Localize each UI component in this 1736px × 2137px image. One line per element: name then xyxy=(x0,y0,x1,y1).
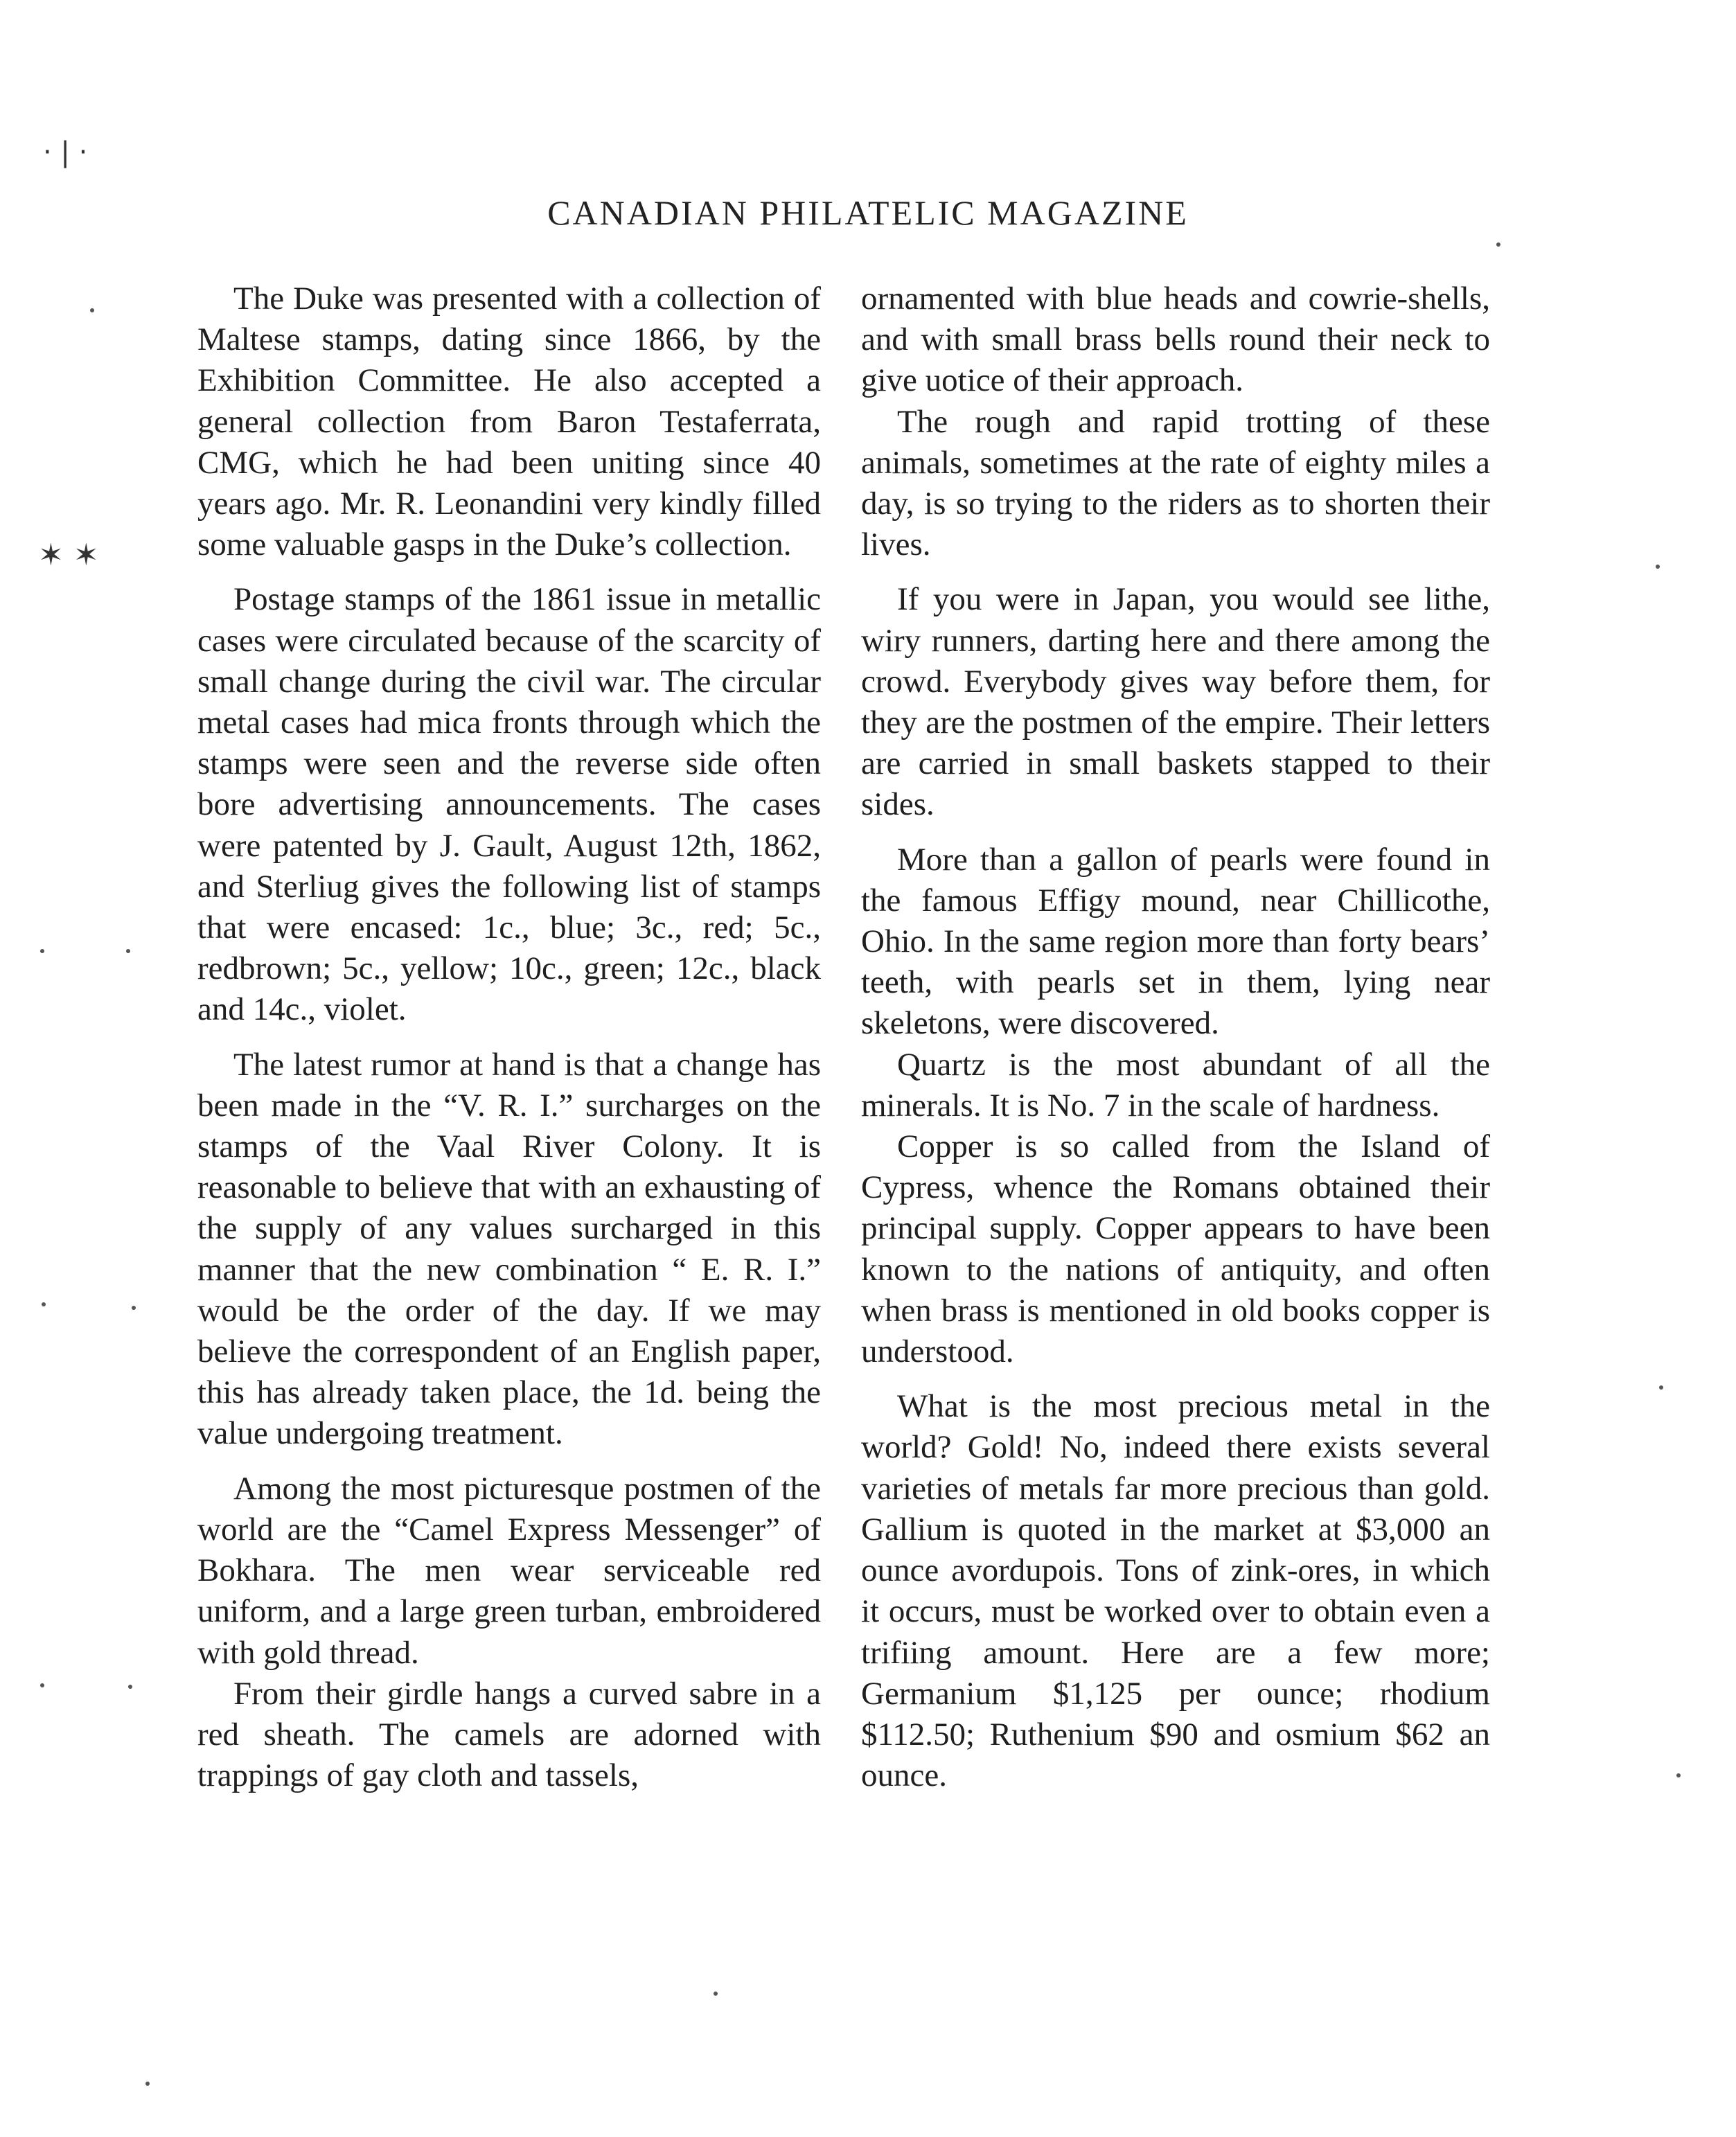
right-column xyxy=(861,278,1490,1796)
article-paragraph: What is the most precious metal in the world? Gold! No, indeed there exists several varieties of metals far more precious than gold. Gallium is quoted in the market at $3,000 an ounce avordupois. Tons of zink-ores, in which it occurs, must be worked over to obtain even a trifiing amount. Here are a few more; Germanium $1,125 per ounce; rhodium $112.50; Ruthenium $90 and osmium $62 an ounce. xyxy=(861,1388,1490,1794)
article-paragraph: Copper is so called from the Island of Cypress, whence the Romans obtained their principal supply. Copper appears to have been known to the nations of antiquity, and often when brass is mentioned in old books copper is understood. xyxy=(861,1128,1490,1370)
scan-speck xyxy=(1656,565,1660,569)
article-paragraph: If you were in Japan, you would see lithe, wiry runners, darting here and there among the crowd. Everybody gives way before them, for they are the postmen of the empire. Their letters are carried in small baskets stapped to their sides. xyxy=(861,581,1490,823)
scan-speck xyxy=(128,1685,132,1689)
article-paragraph: ornamented with blue heads and cowrie-shells, and with small brass bells round their neck to give uotice of their approach. xyxy=(861,281,1490,399)
article-paragraph: Among the most picturesque postmen of the world are the “Camel Express Messenger” of Bokhara. The men wear serviceable red uniform, and a large green turban, embroidered with gold thread. xyxy=(197,1470,821,1671)
article-paragraph: The Duke was presented with a collection of Maltese stamps, dating since 1866, by the Exhibition Committee. He also accepted a general collection from Baron Testaferrata, CMG, which he had been uniting since 40 years ago. Mr. R. Leonandini very kindly filled some valuable gasps in the Duke’s collection. xyxy=(197,281,821,563)
scan-speck xyxy=(1496,242,1500,247)
scan-speck: ✶ ✶ xyxy=(38,538,99,573)
scan-speck xyxy=(1676,1773,1681,1777)
article-paragraph: From their girdle hangs a curved sabre in a red sheath. The camels are adorned with trappings of gay cloth and tassels, xyxy=(197,1675,821,1794)
page-header: CANADIAN PHILATELIC MAGAZINE xyxy=(547,193,1189,232)
scan-speck xyxy=(132,1306,136,1310)
article-paragraph: The latest rumor at hand is that a change has been made in the “V. R. I.” surcharges on the stamps of the Vaal River Colony. It is reasonable to believe that with an exhausting of the supply of any values surcharged in this manner that the new combination “ E. R. I.” would be the order of the day. If we may believe the correspondent of an English paper, this has already taken place, the 1d. being the value undergoing treatment. xyxy=(197,1046,821,1452)
scan-speck xyxy=(126,949,130,953)
article-paragraph: Quartz is the most abundant of all the minerals. It is No. 7 in the scale of hardness. xyxy=(861,1046,1490,1124)
article-paragraph: The rough and rapid trotting of these animals, sometimes at the rate of eighty miles a day, is so trying to the riders as to shorten their lives. xyxy=(861,403,1490,563)
scan-speck xyxy=(90,308,94,312)
left-column xyxy=(197,278,821,1796)
scan-speck xyxy=(40,1683,44,1687)
scan-speck: · | · xyxy=(43,136,88,168)
scan-speck xyxy=(42,1302,46,1306)
scan-speck xyxy=(40,949,44,953)
article-paragraph: Postage stamps of the 1861 issue in metallic cases were circulated because of the scarcity of small change during the civil war. The circular metal cases had mica fronts through which the stamps were seen and the reverse side often bore advertising announcements. The cases were patented by J. Gault, August 12th, 1862, and Sterliug gives the following list of stamps that were encased: 1c., blue; 3c., red; 5c., redbrown; 5c., yellow; 10c., green; 12c., black and 14c., violet. xyxy=(197,581,821,1028)
scan-speck xyxy=(145,2082,150,2086)
scan-speck xyxy=(714,1992,718,1996)
article-paragraph: More than a gallon of pearls were found in the famous Effigy mound, near Chillicothe, Ohio. In the same region more than forty bears’ teeth, with pearls set in them, lying near skeletons, were discovered. xyxy=(861,841,1490,1042)
scan-speck xyxy=(1659,1385,1663,1390)
